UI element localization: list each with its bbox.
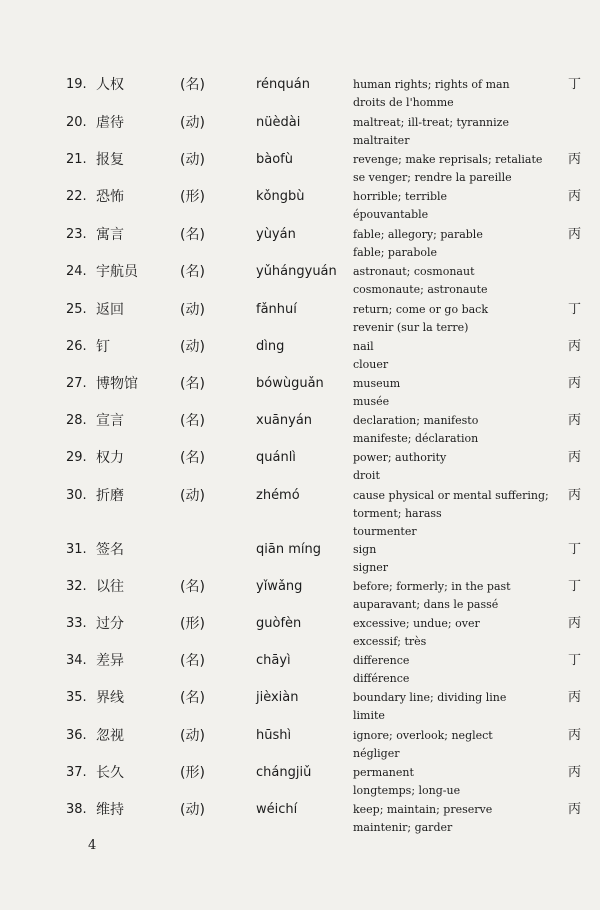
entry-part-of-speech: (名) [180, 690, 205, 706]
entry-level: 丙 [568, 690, 582, 705]
entry-pinyin: quánlì [256, 450, 296, 465]
entry-level: 丁 [568, 579, 582, 594]
entry-part-of-speech: (形) [180, 765, 205, 781]
entry-french: tourmenter [353, 525, 417, 538]
entry-hanzi: 差异 [96, 653, 124, 669]
entry-hanzi: 签名 [96, 542, 124, 558]
entry-number: 37. [66, 765, 87, 780]
entry-part-of-speech: (名) [180, 376, 205, 392]
entry-number: 27. [66, 376, 87, 391]
vocab-entry [0, 764, 600, 802]
vocab-entry [0, 375, 600, 413]
entry-french: épouvantable [353, 208, 429, 221]
entry-french: signer [353, 561, 389, 574]
entry-level: 丁 [568, 542, 582, 557]
vocab-entry [0, 188, 600, 226]
entry-hanzi: 宇航员 [96, 264, 138, 280]
entry-english: before; formerly; in the past [353, 580, 511, 593]
entry-french: droit [353, 469, 380, 482]
entry-level: 丁 [568, 77, 582, 92]
entry-hanzi: 权力 [96, 450, 124, 466]
entry-number: 36. [66, 728, 87, 743]
entry-level: 丙 [568, 227, 582, 242]
entry-french: fable; parabole [353, 246, 438, 259]
entry-number: 19. [66, 77, 87, 92]
entry-hanzi: 忽视 [96, 728, 124, 744]
entry-pinyin: wéichí [256, 802, 298, 817]
entry-pinyin: kǒngbù [256, 189, 305, 204]
entry-number: 26. [66, 339, 87, 354]
entry-pinyin: yǔhángyuán [256, 264, 337, 279]
entry-english: astronaut; cosmonaut [353, 265, 475, 278]
entry-number: 29. [66, 450, 87, 465]
entry-part-of-speech: (名) [180, 264, 205, 280]
entry-level: 丙 [568, 616, 582, 631]
vocab-entry [0, 578, 600, 616]
entry-level: 丙 [568, 765, 582, 780]
entry-english: horrible; terrible [353, 190, 448, 203]
vocab-entry [0, 487, 600, 538]
entry-pinyin: hūshì [256, 728, 292, 743]
vocab-entry [0, 689, 600, 727]
entry-part-of-speech: (名) [180, 227, 205, 243]
entry-hanzi: 过分 [96, 616, 124, 632]
entry-french: musée [353, 395, 390, 408]
entry-pinyin: zhémó [256, 488, 300, 503]
entry-french: se venger; rendre la pareille [353, 171, 512, 184]
entry-french: torment; harass [353, 507, 442, 520]
vocab-entry [0, 615, 600, 653]
entry-hanzi: 钉 [96, 339, 110, 355]
entry-pinyin: nüèdài [256, 115, 301, 130]
entry-pinyin: chāyì [256, 653, 291, 668]
entry-number: 20. [66, 115, 87, 130]
entry-pinyin: yǐwǎng [256, 579, 303, 594]
vocab-entry [0, 301, 600, 339]
vocab-entry [0, 801, 600, 839]
vocab-entry [0, 114, 600, 152]
entry-part-of-speech: (动) [180, 488, 205, 504]
entry-english: ignore; overlook; neglect [353, 729, 493, 742]
entry-level: 丙 [568, 728, 582, 743]
entry-level: 丁 [568, 653, 582, 668]
entry-pinyin: chángjiǔ [256, 765, 312, 780]
entry-pinyin: rénquán [256, 77, 310, 92]
entry-hanzi: 维持 [96, 802, 124, 818]
entry-hanzi: 宣言 [96, 413, 124, 429]
entry-pinyin: yùyán [256, 227, 296, 242]
entry-english: power; authority [353, 451, 447, 464]
entry-english: nail [353, 340, 374, 353]
entry-hanzi: 博物馆 [96, 376, 138, 392]
entry-english: museum [353, 377, 401, 390]
entry-english: cause physical or mental suffering; [353, 489, 549, 502]
entry-number: 21. [66, 152, 87, 167]
entry-number: 34. [66, 653, 87, 668]
entry-pinyin: bówùguǎn [256, 376, 324, 391]
entry-level: 丙 [568, 413, 582, 428]
entry-level: 丙 [568, 802, 582, 817]
entry-number: 30. [66, 488, 87, 503]
entry-english: revenge; make reprisals; retaliate [353, 153, 543, 166]
entry-hanzi: 返回 [96, 302, 124, 318]
entry-part-of-speech: (名) [180, 413, 205, 429]
entry-pinyin: fǎnhuí [256, 302, 297, 317]
entry-part-of-speech: (名) [180, 579, 205, 595]
entry-part-of-speech: (动) [180, 115, 205, 131]
entry-french: maintenir; garder [353, 821, 453, 834]
entry-english: boundary line; dividing line [353, 691, 507, 704]
entry-french: auparavant; dans le passé [353, 598, 499, 611]
entry-french: maltraiter [353, 134, 410, 147]
entry-number: 23. [66, 227, 87, 242]
vocab-entry [0, 226, 600, 264]
entry-english: excessive; undue; over [353, 617, 480, 630]
entry-number: 33. [66, 616, 87, 631]
entry-french: clouer [353, 358, 389, 371]
entry-part-of-speech: (动) [180, 728, 205, 744]
vocab-entry [0, 263, 600, 301]
entry-number: 35. [66, 690, 87, 705]
vocab-entry [0, 76, 600, 114]
entry-number: 22. [66, 189, 87, 204]
entry-level: 丙 [568, 376, 582, 391]
entry-french: cosmonaute; astronaute [353, 283, 488, 296]
entry-english: fable; allegory; parable [353, 228, 483, 241]
entry-english: keep; maintain; preserve [353, 803, 493, 816]
entry-english: human rights; rights of man [353, 78, 510, 91]
entry-english: maltreat; ill-treat; tyrannize [353, 116, 509, 129]
entry-english: sign [353, 543, 377, 556]
entry-french: limite [353, 709, 385, 722]
entry-hanzi: 折磨 [96, 488, 124, 504]
vocab-entry [0, 412, 600, 450]
entry-french: excessif; très [353, 635, 427, 648]
vocab-entry [0, 151, 600, 189]
entry-number: 25. [66, 302, 87, 317]
entry-level: 丙 [568, 488, 582, 503]
entry-pinyin: guòfèn [256, 616, 302, 631]
entry-hanzi: 恐怖 [96, 189, 124, 205]
entry-part-of-speech: (名) [180, 450, 205, 466]
entry-hanzi: 虐待 [96, 115, 124, 131]
entry-number: 28. [66, 413, 87, 428]
entry-english: permanent [353, 766, 414, 779]
entry-english: declaration; manifesto [353, 414, 479, 427]
entry-french: longtemps; long-ue [353, 784, 461, 797]
entry-french: droits de l'homme [353, 96, 454, 109]
entry-hanzi: 以往 [96, 579, 124, 595]
entry-hanzi: 人权 [96, 77, 124, 93]
entry-level: 丙 [568, 339, 582, 354]
entry-part-of-speech: (动) [180, 802, 205, 818]
vocab-entry [0, 449, 600, 487]
entry-part-of-speech: (动) [180, 152, 205, 168]
entry-pinyin: qiān míng [256, 542, 321, 557]
entry-number: 31. [66, 542, 87, 557]
vocab-entry [0, 652, 600, 690]
entry-number: 38. [66, 802, 87, 817]
entry-part-of-speech: (名) [180, 77, 205, 93]
entry-french: différence [353, 672, 410, 685]
entry-french: manifeste; déclaration [353, 432, 479, 445]
entry-level: 丁 [568, 302, 582, 317]
entry-level: 丙 [568, 152, 582, 167]
vocab-entry [0, 727, 600, 765]
entry-english: difference [353, 654, 410, 667]
entry-number: 24. [66, 264, 87, 279]
vocab-entry [0, 541, 600, 579]
entry-pinyin: bàofù [256, 152, 293, 167]
entry-hanzi: 寓言 [96, 227, 124, 243]
entry-part-of-speech: (名) [180, 653, 205, 669]
entry-french: négliger [353, 747, 400, 760]
vocab-entry [0, 338, 600, 376]
entry-english: return; come or go back [353, 303, 489, 316]
entry-pinyin: dìng [256, 339, 285, 354]
entry-level: 丙 [568, 450, 582, 465]
entry-part-of-speech: (形) [180, 616, 205, 632]
entry-part-of-speech: (形) [180, 189, 205, 205]
entry-french: revenir (sur la terre) [353, 321, 469, 334]
entry-hanzi: 界线 [96, 690, 124, 706]
entry-part-of-speech: (动) [180, 339, 205, 355]
page-number: 4 [88, 838, 97, 853]
entry-hanzi: 报复 [96, 152, 124, 168]
entry-hanzi: 长久 [96, 765, 124, 781]
entry-part-of-speech: (动) [180, 302, 205, 318]
entry-number: 32. [66, 579, 87, 594]
entry-level: 丙 [568, 189, 582, 204]
entry-pinyin: xuānyán [256, 413, 313, 428]
entry-pinyin: jièxiàn [256, 690, 299, 705]
